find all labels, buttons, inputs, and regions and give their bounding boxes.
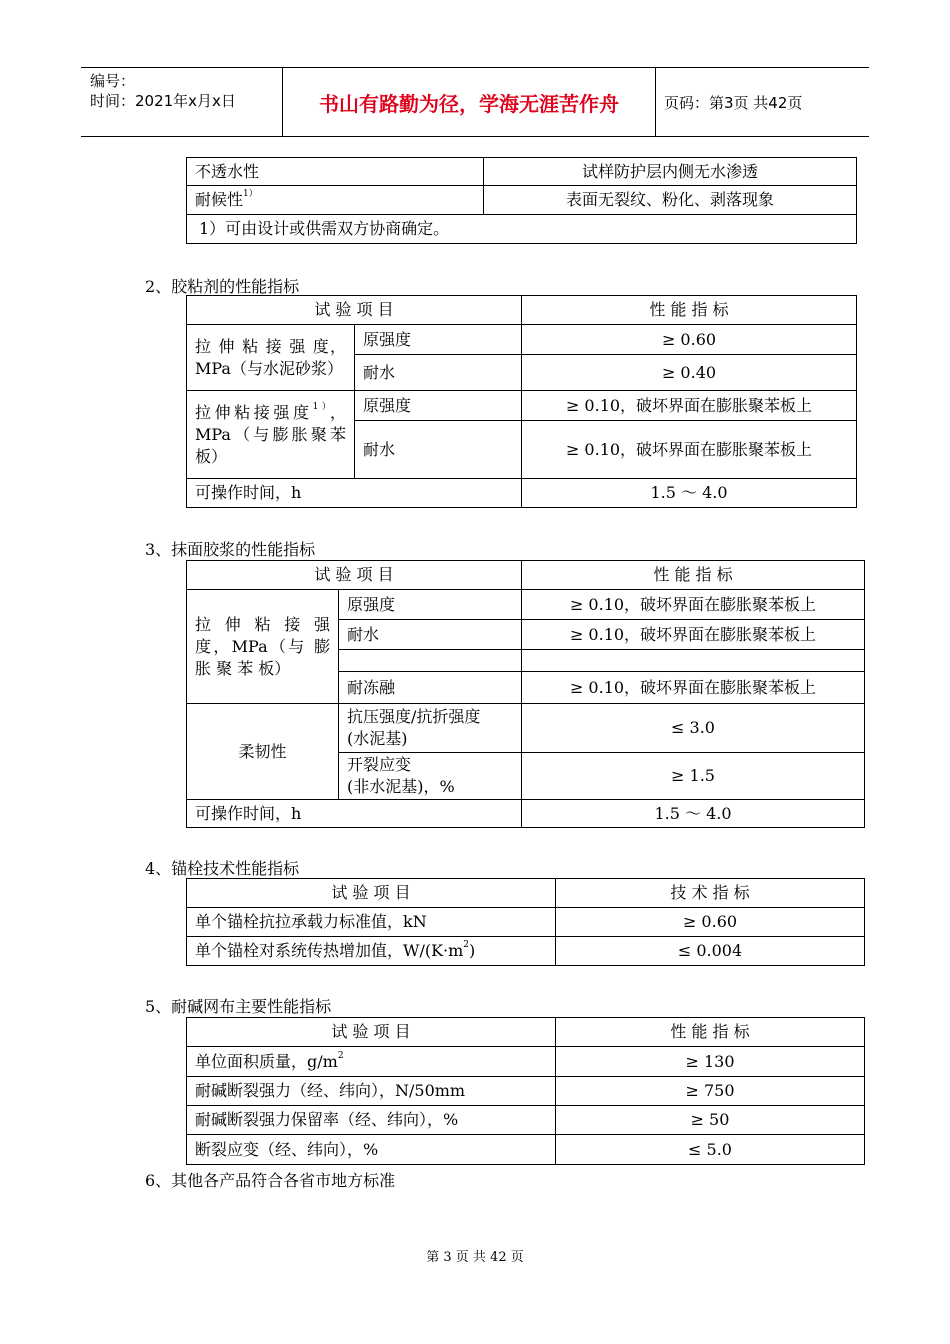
table-row: [187, 325, 857, 355]
row-item: 耐碱断裂强力（经、纬向），N/50mm: [187, 1077, 556, 1106]
row-value: 1.5 ～ 4.0: [522, 479, 857, 508]
row-sub: 耐冻融: [339, 672, 522, 704]
col-value-header: 技 术 指 标: [556, 879, 865, 908]
group-label: 拉伸粘接强度$^{1)}$，MPa（与膨胀聚苯板）: [187, 391, 355, 479]
table-row: [187, 908, 865, 937]
table-row: [187, 590, 865, 620]
group-label: 柔韧性: [187, 704, 339, 800]
row-value: ≤ 0.004: [556, 937, 865, 966]
row-value: ≥ 750: [556, 1077, 865, 1106]
row-value: ≥ 130: [556, 1047, 865, 1077]
row-item: 耐碱断裂强力保留率（经、纬向），%: [187, 1106, 556, 1135]
col-value-header: 性 能 指 标: [556, 1018, 865, 1047]
row-value: ≥ 0.60: [556, 908, 865, 937]
table-row: [187, 158, 857, 186]
row-value: ≥ 0.10，破坏界面在膨胀聚苯板上: [522, 590, 865, 620]
table-header-row: [187, 879, 865, 908]
page-footer: 第 3 页 共 42 页: [426, 1250, 524, 1265]
row-sub: 耐水: [339, 620, 522, 650]
row-sub: 原强度: [339, 590, 522, 620]
row-value: ≤ 5.0: [556, 1135, 865, 1165]
row-item: 单位面积质量，$g/m^2$: [187, 1047, 556, 1077]
row-value: ≥ 50: [556, 1106, 865, 1135]
adhesive-table: [186, 295, 857, 508]
section2-title: 2、胶粘剂的性能指标: [145, 277, 300, 296]
row-value: ≥ 0.60: [522, 325, 857, 355]
table-row: [187, 1106, 865, 1135]
table-row: [187, 1077, 865, 1106]
row-value: ≥ 0.10，破坏界面在膨胀聚苯板上: [522, 421, 857, 479]
table-row: [187, 937, 865, 966]
row-sub: [339, 650, 522, 672]
table-row: [187, 479, 857, 508]
row-value: 表面无裂纹、粉化、剥落现象: [484, 186, 857, 215]
section6-title: 6、其他各产品符合各省市地方标准: [145, 1171, 396, 1190]
weather-table: [186, 157, 857, 244]
row-item: 不透水性: [187, 158, 484, 186]
row-value: ≥ 1.5: [522, 753, 865, 800]
table-row: [187, 800, 865, 828]
table-row: [187, 1135, 865, 1165]
row-value: 1.5 ～ 4.0: [522, 800, 865, 828]
row-sub: 原强度: [355, 391, 522, 421]
group-label: 拉 伸 粘 接 强 度，MPa（与水泥砂浆）: [187, 325, 355, 391]
row-value: ≥ 0.10，破坏界面在膨胀聚苯板上: [522, 672, 865, 704]
row-value: ≤ 3.0: [522, 704, 865, 753]
row-value: ≥ 0.10，破坏界面在膨胀聚苯板上: [522, 391, 857, 421]
section4-title: 4、锚栓技术性能指标: [145, 859, 300, 878]
row-sub: 原强度: [355, 325, 522, 355]
row-item: 断裂应变（经、纬向），%: [187, 1135, 556, 1165]
row-value: [522, 650, 865, 672]
col-item-header: 试 验 项 目: [187, 561, 522, 590]
row-item: 耐候性$^{1)}$: [187, 186, 484, 215]
table-row: [187, 704, 865, 753]
mortar-table: [186, 560, 865, 828]
col-value-header: 性 能 指 标: [522, 296, 857, 325]
anchor-table: [186, 878, 865, 966]
row-sub: 开裂应变 (非水泥基)，%: [339, 753, 522, 800]
doc-number: 编号：: [90, 72, 136, 90]
row-item: 可操作时间，h: [187, 800, 522, 828]
row-value: ≥ 0.10，破坏界面在膨胀聚苯板上: [522, 620, 865, 650]
table-header-row: [187, 561, 865, 590]
mesh-table: [186, 1017, 865, 1165]
page-header: [81, 67, 869, 137]
header-page: 页码：第3页 共42页: [664, 93, 803, 112]
row-item: 可操作时间，h: [187, 479, 522, 508]
row-value: ≥ 0.40: [522, 355, 857, 391]
col-item-header: 试 验 项 目: [187, 296, 522, 325]
table-header-row: [187, 296, 857, 325]
table-header-row: [187, 1018, 865, 1047]
col-item-header: 试 验 项 目: [187, 1018, 556, 1047]
col-value-header: 性 能 指 标: [522, 561, 865, 590]
section5-title: 5、耐碱网布主要性能指标: [145, 997, 332, 1016]
row-sub: 耐水: [355, 421, 522, 479]
table-note-row: [187, 215, 857, 244]
row-sub: 耐水: [355, 355, 522, 391]
row-value: 试样防护层内侧无水渗透: [484, 158, 857, 186]
row-item: 单个锚栓对系统传热增加值，$W/(K\cdot m^2)$: [187, 937, 556, 966]
doc-date: 时间：2021年x月x日: [90, 92, 236, 110]
group-label: 拉 伸 粘 接 强 度，MPa（与 膨 胀 聚 苯 板）: [187, 590, 339, 704]
header-meta: [81, 68, 282, 136]
table-row: [187, 1047, 865, 1077]
table-row: [187, 391, 857, 421]
section3-title: 3、抹面胶浆的性能指标: [145, 540, 316, 559]
table-row: [187, 186, 857, 215]
row-sub: 抗压强度/抗折强度 (水泥基): [339, 704, 522, 753]
row-item: 单个锚栓抗拉承载力标准值，kN: [187, 908, 556, 937]
col-item-header: 试 验 项 目: [187, 879, 556, 908]
header-motto: 书山有路勤为径，学海无涯苦作舟: [282, 68, 656, 136]
table-note: 1）可由设计或供需双方协商确定。: [187, 215, 857, 244]
